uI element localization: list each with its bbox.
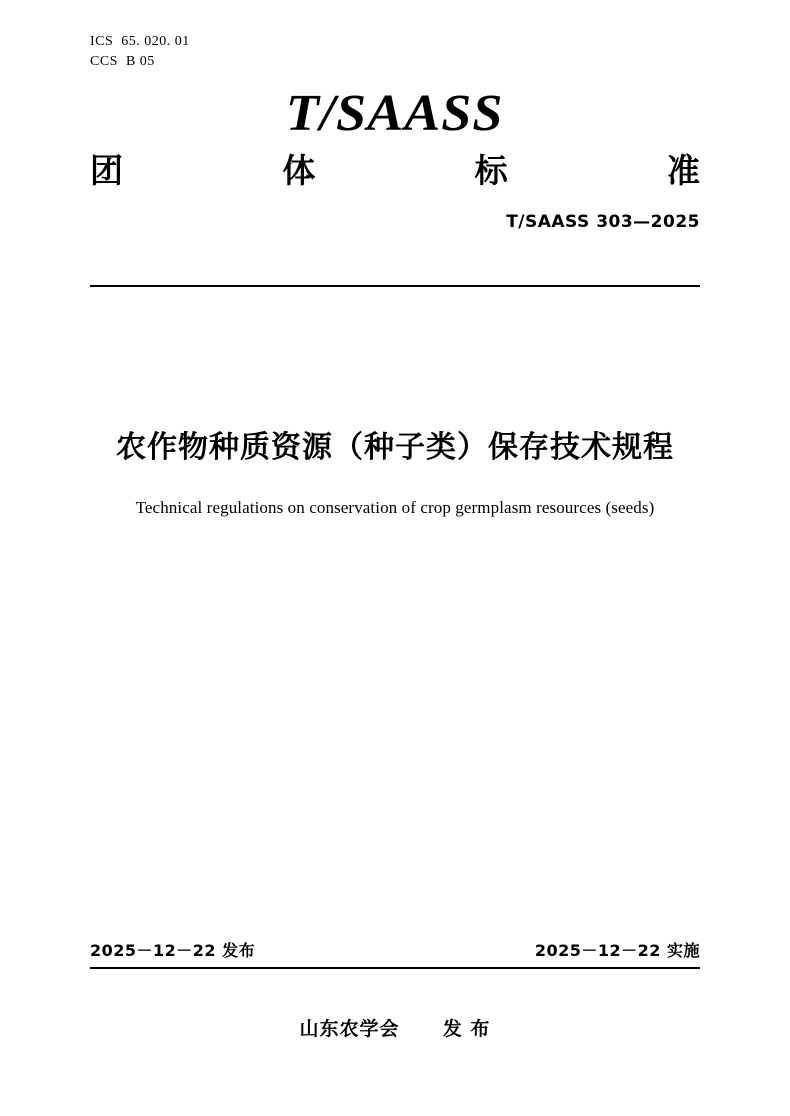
issue-date: 2025－12－22 发布 [90, 941, 256, 960]
standard-category-label [90, 145, 700, 192]
header-divider [90, 285, 700, 287]
standard-number: T/SAASS 303—2025 [506, 212, 700, 232]
category-char-2: 体 [282, 151, 316, 190]
document-title-chinese: 农作物种质资源（种子类）保存技术规程 [116, 430, 674, 465]
category-char-4: 准 [666, 151, 700, 190]
implementation-date: 2025－12－22 实施 [534, 941, 700, 960]
classification-codes [90, 32, 190, 73]
date-row [90, 938, 700, 961]
masthead [0, 85, 790, 142]
publisher-action: 发 布 [442, 1018, 491, 1040]
footer-divider [90, 967, 700, 969]
publisher-line [0, 1014, 790, 1041]
ccs-code: CCS B 05 [90, 54, 155, 70]
publisher-name: 山东农学会 [299, 1018, 400, 1040]
category-char-3: 标 [474, 151, 508, 190]
ics-code: ICS 65. 020. 01 [90, 34, 190, 49]
category-char-1: 团 [90, 151, 123, 190]
standard-logo: T/SAASS [286, 85, 504, 142]
document-title-english: Technical regulations on conservation of crop germplasm resources (seeds) [135, 498, 655, 517]
